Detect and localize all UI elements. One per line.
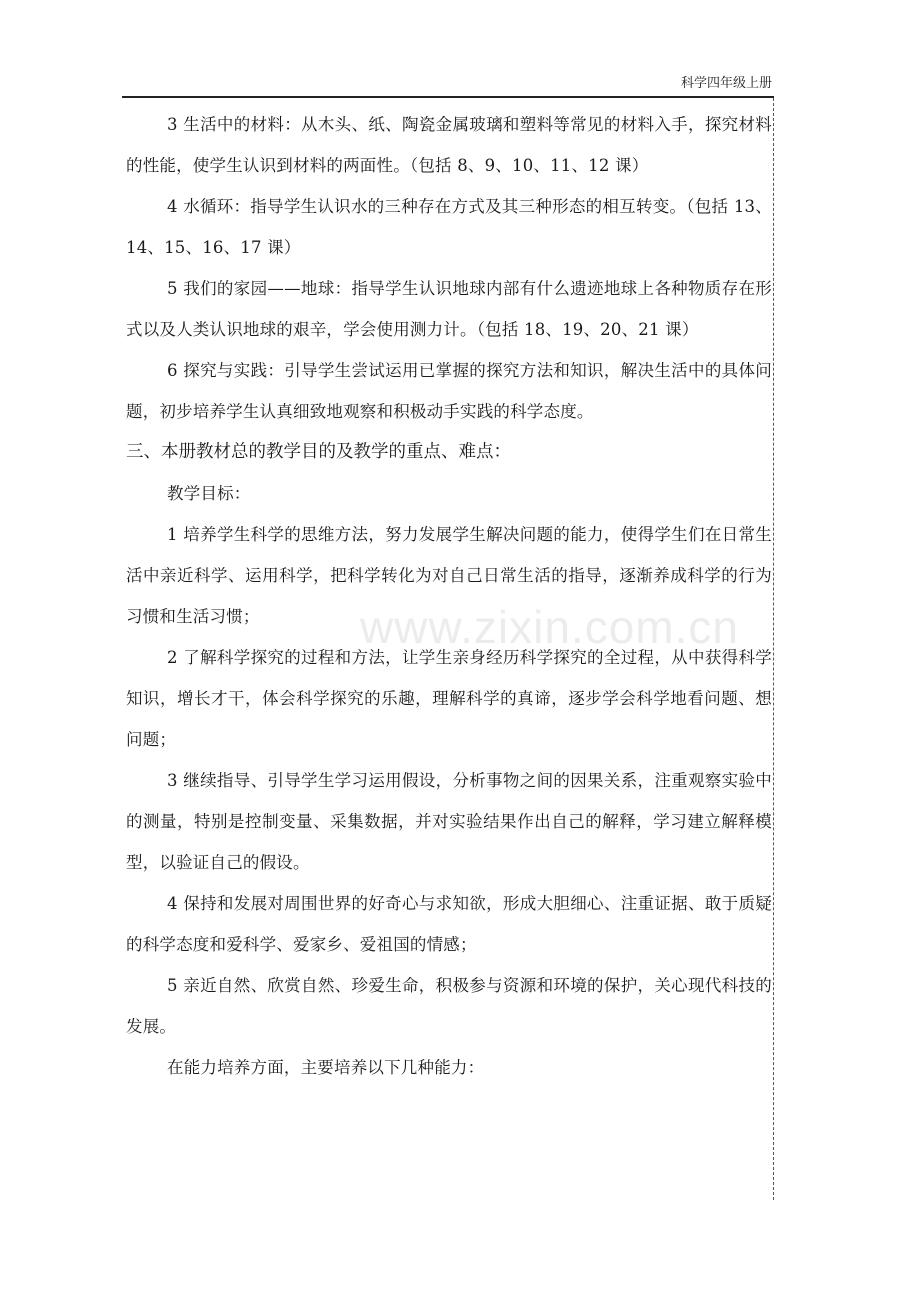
paragraph-goal-1: 1 培养学生科学的思维方法，努力发展学生解决问题的能力，使得学生们在日常生活中亲近科学、运用科学，把科学转化为对自己日常生活的指导，逐渐养成科学的行为习惯和生活习惯； xyxy=(126,525,772,626)
header-rule xyxy=(122,96,774,98)
paragraph-item-5: 5 我们的家园——地球：指导学生认识地球内部有什么遗迹地球上各种物质存在形式以及人类认识地球的艰辛，学会使用测力计。（包括 18、19、20、21 课） xyxy=(126,279,772,339)
goals-label: 教学目标： xyxy=(167,484,251,503)
section-heading-3: 三、本册教材总的教学目的及教学的重点、难点： xyxy=(126,442,511,462)
paragraph-goal-3: 3 继续指导、引导学生学习运用假设，分析事物之间的因果关系，注重观察实验中的测量，特别是控制变量、采集数据，并对实验结果作出自己的解释，学习建立解释模型，以验证自己的假设。 xyxy=(126,771,772,872)
page-header-title: 科学四年级上册 xyxy=(680,76,772,91)
paragraph-goal-5: 5 亲近自然、欣赏自然、珍爱生命，积极参与资源和环境的保护，关心现代科技的发展。 xyxy=(126,976,772,1036)
paragraph-ability-intro: 在能力培养方面，主要培养以下几种能力： xyxy=(167,1058,485,1077)
paragraph-goal-4: 4 保持和发展对周围世界的好奇心与求知欲，形成大胆细心、注重证据、敢于质疑的科学态度和爱科学、爱家乡、爱祖国的情感； xyxy=(126,894,772,954)
paragraph-item-6: 6 探究与实践：引导学生尝试运用已掌握的探究方法和知识，解决生活中的具体问题，初步培养学生认真细致地观察和积极动手实践的科学态度。 xyxy=(126,361,772,421)
binding-margin-line xyxy=(773,98,774,1200)
paragraph-goal-2: 2 了解科学探究的过程和方法，让学生亲身经历科学探究的全过程，从中获得科学知识，增长才干，体会科学探究的乐趣，理解科学的真谛，逐步学会科学地看问题、想问题； xyxy=(126,648,772,749)
paragraph-item-3: 3 生活中的材料：从木头、纸、陶瓷金属玻璃和塑料等常见的材料入手，探究材料的性能，使学生认识到材料的两面性。（包括 8、9、10、11、12 课） xyxy=(126,115,772,175)
document-body xyxy=(126,104,772,1088)
paragraph-item-4: 4 水循环：指导学生认识水的三种存在方式及其三种形态的相互转变。（包括 13、14、15、16、17 课） xyxy=(126,197,772,257)
watermark: www.zixin.com.cn xyxy=(360,601,739,653)
